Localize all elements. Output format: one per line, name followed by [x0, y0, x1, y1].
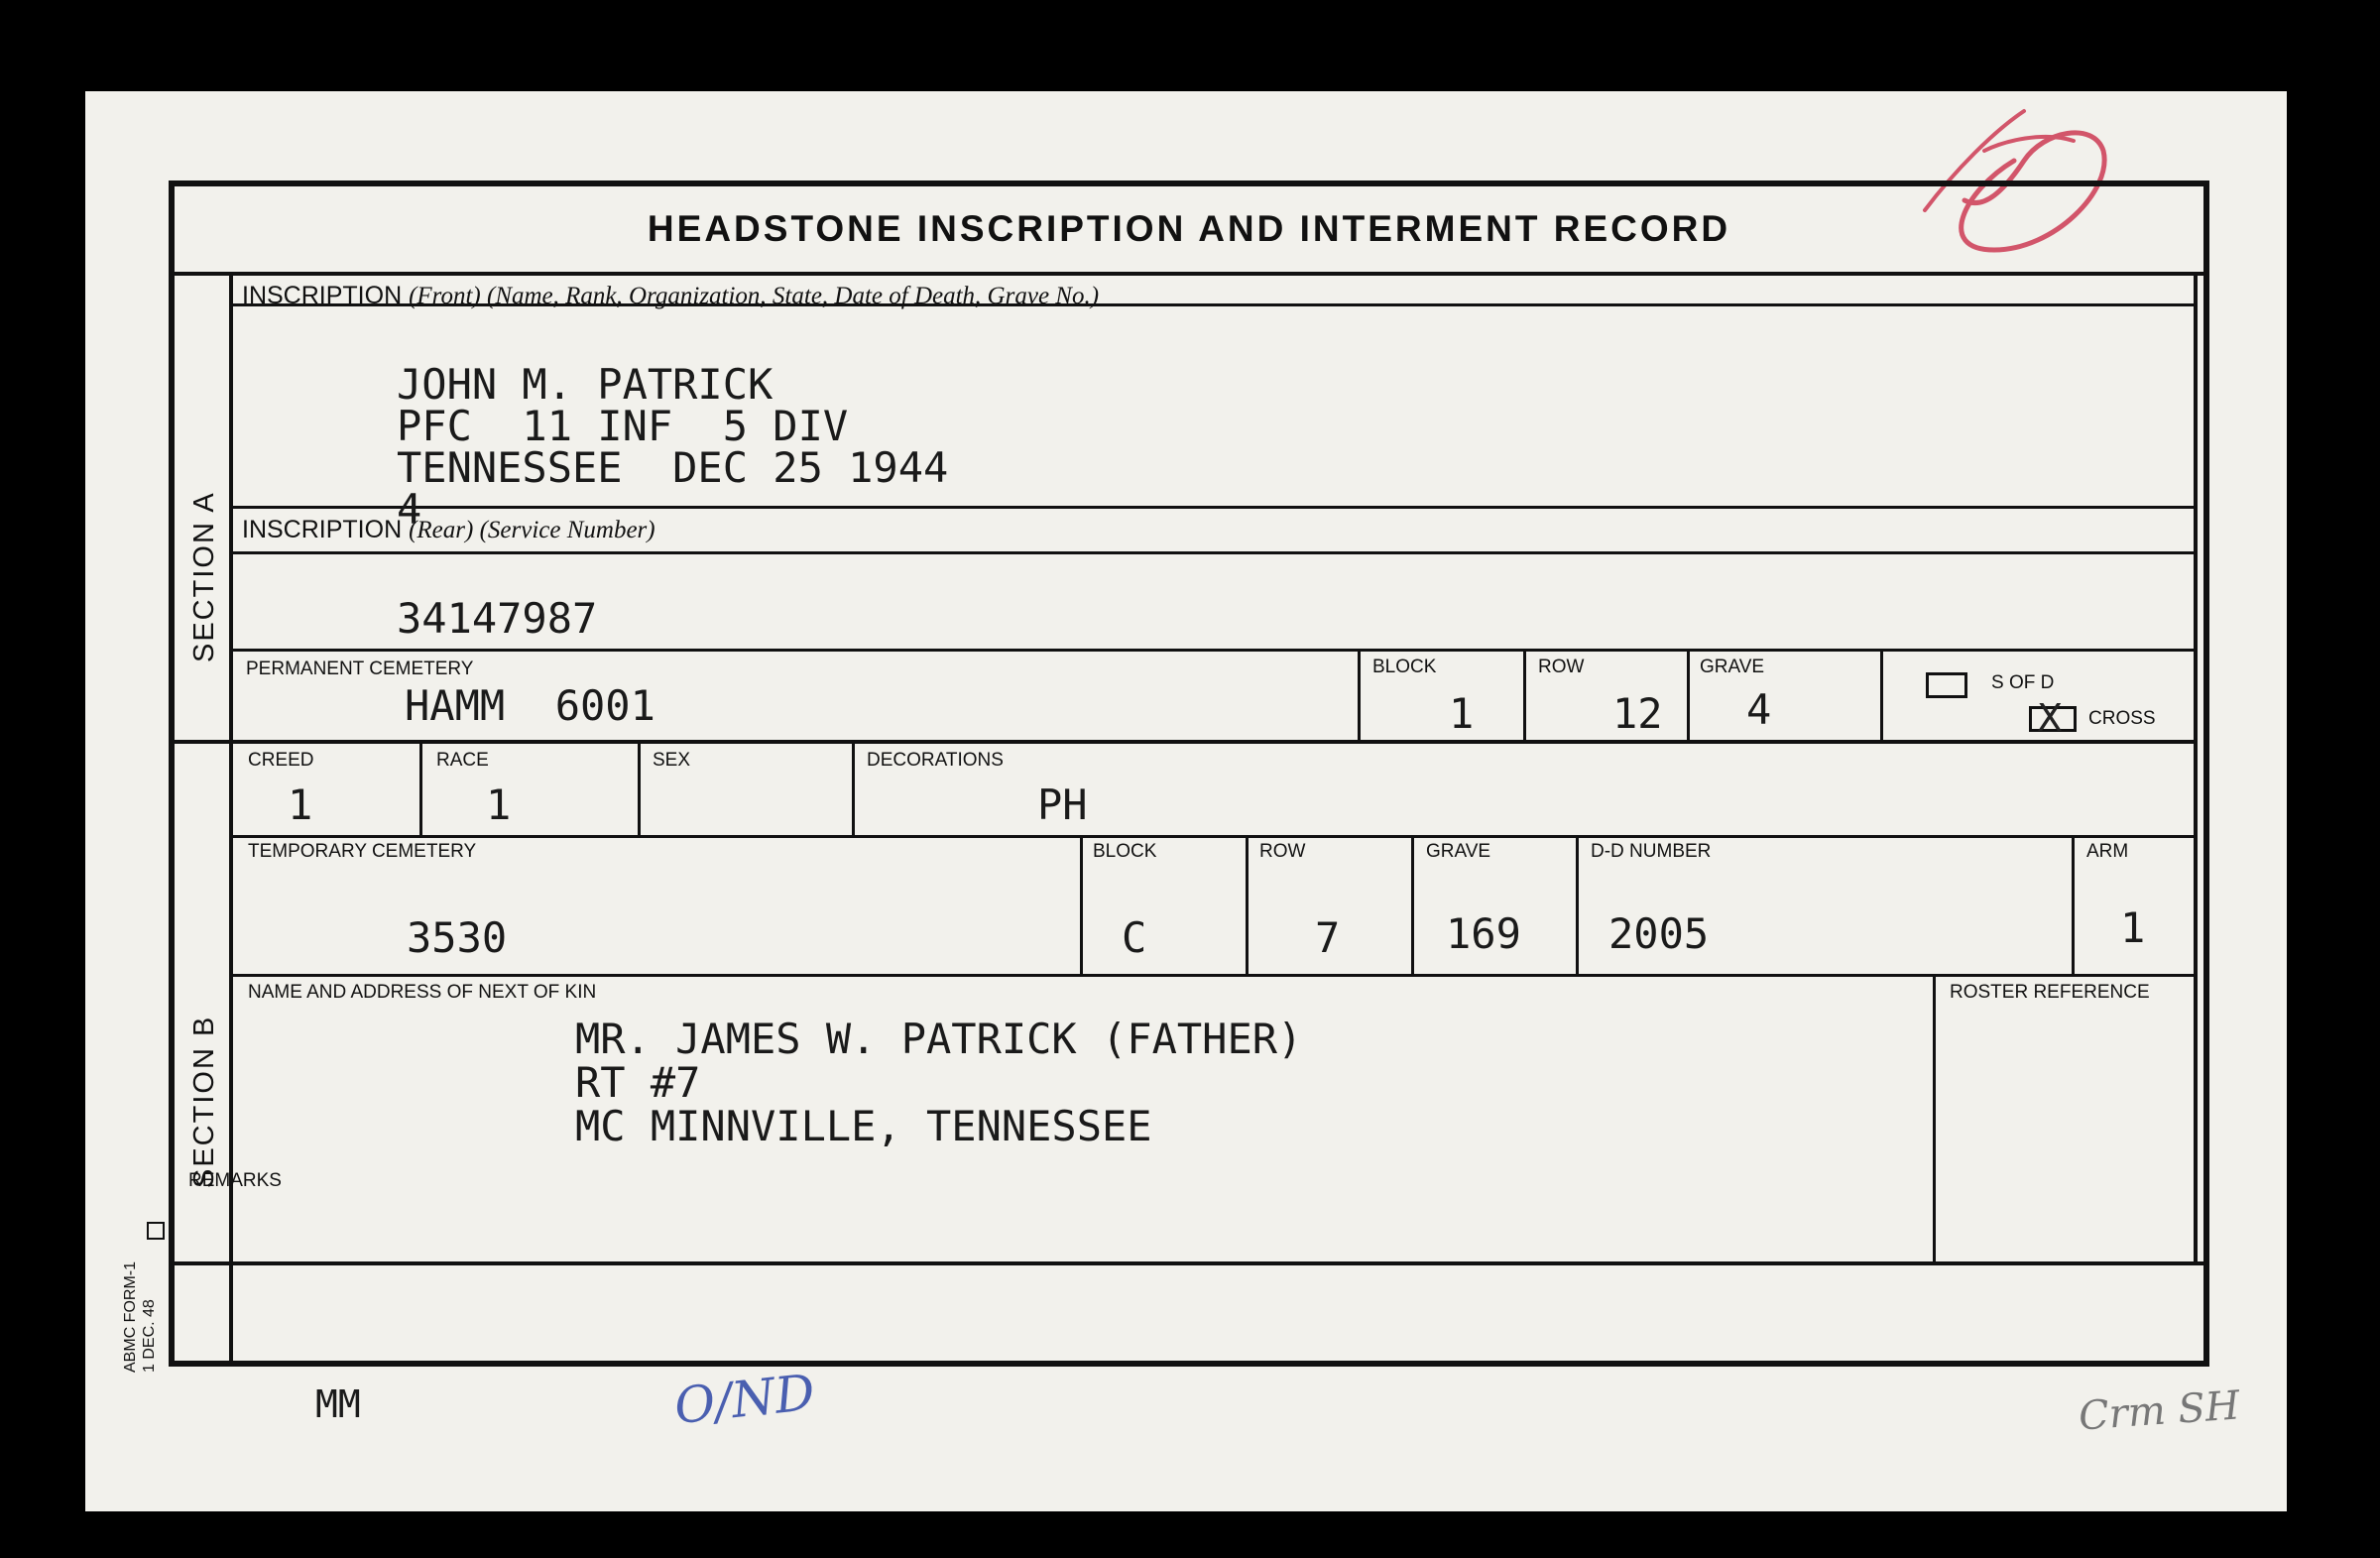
inscription-front-line-2: PFC 11 INF 5 DIV — [397, 402, 849, 450]
sex-label: SEX — [653, 750, 691, 771]
temporary-row-label: ROW — [1259, 841, 1306, 862]
race-value: 1 — [486, 780, 512, 829]
roster-reference-label: ROSTER REFERENCE — [1950, 982, 2150, 1003]
cross-check-mark: X — [2037, 696, 2064, 740]
form-id-line-2: 1 DEC. 48 — [141, 1299, 158, 1373]
inscription-front-line-1: JOHN M. PATRICK — [397, 360, 774, 409]
form-corner-box — [147, 1222, 165, 1240]
blue-ink-note: O/ND — [671, 1363, 818, 1436]
dd-number-value: 2005 — [1608, 909, 1710, 958]
s-of-d-label: S OF D — [1991, 672, 2055, 693]
permanent-block-label: BLOCK — [1372, 657, 1437, 677]
form-id — [121, 1261, 159, 1373]
inscription-front-label — [242, 282, 1099, 310]
temporary-grave-value: 169 — [1446, 909, 1521, 958]
temporary-grave-label: GRAVE — [1426, 841, 1491, 862]
record-form — [169, 180, 2209, 1367]
decorations-value: PH — [1037, 780, 1088, 829]
permanent-grave-value: 4 — [1746, 685, 1772, 734]
temporary-row-value: 7 — [1315, 913, 1341, 962]
remarks-label: REMARKS — [188, 1170, 282, 1191]
cross-label: CROSS — [2088, 708, 2156, 729]
temporary-block-value: C — [1122, 913, 1147, 962]
service-number: 34147987 — [397, 594, 598, 643]
inscription-rear-label — [242, 516, 655, 544]
form-id-line-1: ABMC FORM-1 — [122, 1261, 139, 1373]
inscription-front-label-text: INSCRIPTION — [242, 282, 403, 309]
inscription-front-line-4: 4 — [397, 485, 422, 534]
next-of-kin-line-1: MR. JAMES W. PATRICK (FATHER) — [575, 1015, 1303, 1063]
next-of-kin-line-2: RT #7 — [575, 1058, 701, 1107]
permanent-cemetery-label: PERMANENT CEMETERY — [246, 659, 474, 679]
permanent-block-value: 1 — [1449, 689, 1475, 738]
section-a-label: SECTION A — [188, 491, 220, 662]
race-label: RACE — [436, 750, 489, 771]
record-card — [85, 91, 2287, 1511]
inscription-rear-label-italic: (Rear) (Service Number) — [409, 517, 655, 543]
permanent-row-value: 12 — [1612, 689, 1663, 738]
temporary-cemetery-label: TEMPORARY CEMETERY — [248, 841, 477, 862]
arm-label: ARM — [2086, 841, 2129, 862]
decorations-label: DECORATIONS — [867, 750, 1004, 771]
temporary-cemetery-value: 3530 — [407, 913, 508, 962]
permanent-cemetery-value: HAMM 6001 — [405, 681, 655, 730]
temporary-block-label: BLOCK — [1093, 841, 1157, 862]
inscription-rear-label-text: INSCRIPTION — [242, 516, 403, 543]
pencil-note: Crm SH — [2077, 1382, 2242, 1440]
arm-value: 1 — [2120, 903, 2146, 952]
inscription-front-line-3: TENNESSEE DEC 25 1944 — [397, 443, 949, 492]
next-of-kin-line-3: MC MINNVILLE, TENNESSEE — [575, 1102, 1152, 1150]
form-title: HEADSTONE INSCRIPTION AND INTERMENT RECORD — [647, 208, 1731, 249]
mm-note: MM — [315, 1382, 361, 1426]
inscription-front-label-italic: (Front) (Name, Rank, Organization, State, Date of Death, Grave No.) — [409, 283, 1100, 309]
creed-value: 1 — [288, 780, 313, 829]
permanent-row-label: ROW — [1538, 657, 1585, 677]
creed-label: CREED — [248, 750, 314, 771]
permanent-grave-label: GRAVE — [1700, 657, 1765, 677]
next-of-kin-label: NAME AND ADDRESS OF NEXT OF KIN — [248, 982, 597, 1003]
dd-number-label: D-D NUMBER — [1591, 841, 1712, 862]
s-of-d-checkbox[interactable] — [1926, 672, 1967, 698]
section-b-label: SECTION B — [188, 1015, 220, 1188]
